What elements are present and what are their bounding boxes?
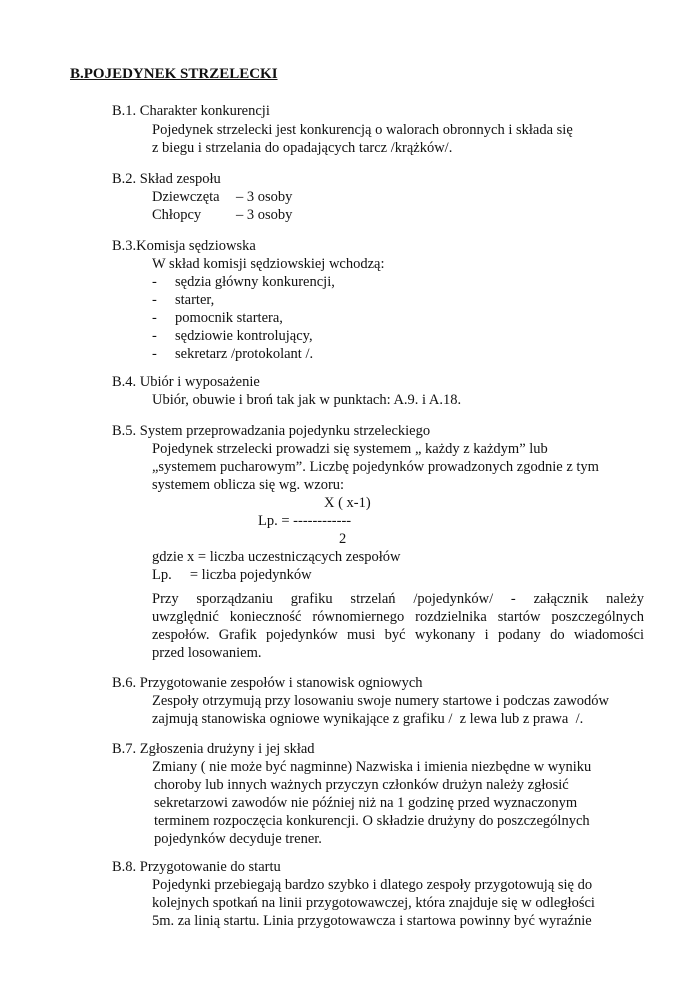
section-b5-paragraph-line: Przy sporządzaniu grafiku strzelań /pojedynków/ - załącznik należy	[152, 591, 644, 607]
section-b8-line: Pojedynki przebiegają bardzo szybko i dlatego zespoły przygotowują się do	[152, 877, 593, 893]
section-b6-heading: B.6. Przygotowanie zespołów i stanowisk ogniowych	[112, 675, 423, 691]
section-b1-heading: B.1. Charakter konkurencji	[112, 103, 270, 119]
section-b3-heading: B.3.Komisja sędziowska	[112, 238, 256, 254]
list-item: pomocnik startera,	[175, 310, 283, 326]
list-bullet: -	[152, 292, 157, 308]
section-b4-heading: B.4. Ubiór i wyposażenie	[112, 374, 260, 390]
formula-numerator: X ( x-1)	[324, 495, 371, 511]
list-bullet: -	[152, 310, 157, 326]
section-b5-line: Pojedynek strzelecki prowadzi się systemem „ każdy z każdym” lub	[152, 441, 548, 457]
section-b7-line: sekretarzowi zawodów nie później niż na 1 godzinę przed wyznaczonym	[154, 795, 578, 811]
list-item: sędzia główny konkurencji,	[175, 274, 335, 290]
list-item: starter,	[175, 292, 215, 308]
team-row-label: Dziewczęta	[152, 189, 220, 205]
list-item: sekretarz /protokolant /.	[175, 346, 314, 362]
section-b1-line: z biegu i strzelania do opadających tarcz /krążków/.	[152, 140, 453, 156]
section-b8-line: kolejnych spotkań na linii przygotowawczej, która znajduje się w odległości	[152, 895, 595, 911]
section-b7-line: Zmiany ( nie może być nagminne) Nazwiska i imienia niezbędne w wyniku	[152, 759, 592, 775]
section-b8-line: 5m. za linią startu. Linia przygotowawcza i startowa powinny być wyraźnie	[152, 913, 592, 929]
section-b6-line: Zespoły otrzymują przy losowaniu swoje numery startowe i podczas zawodów	[152, 693, 610, 709]
section-b1-line: Pojedynek strzelecki jest konkurencją o walorach obronnych i składa się	[152, 122, 573, 138]
team-row-value: – 3 osoby	[236, 207, 293, 223]
formula-denominator: 2	[339, 531, 347, 547]
section-b5-paragraph-line: przed losowaniem.	[152, 645, 262, 661]
team-row-value: – 3 osoby	[236, 189, 293, 205]
section-b6-line: zajmują stanowiska ogniowe wynikające z grafiku / z lewa lub z prawa /.	[152, 711, 584, 727]
section-b7-line: choroby lub innych ważnych przyczyn członków drużyn należy zgłosić	[154, 777, 569, 793]
section-b7-line: terminem rozpoczęcia konkurencji. O składzie drużyny do poszczególnych	[154, 813, 590, 829]
section-b2-heading: B.2. Skład zespołu	[112, 171, 221, 187]
section-b3-intro: W skład komisji sędziowskiej wchodzą:	[152, 256, 385, 272]
formula-lhs: Lp. = ------------	[258, 513, 352, 529]
section-b5-line: systemem oblicza się wg. wzoru:	[152, 477, 345, 493]
document-title: B.POJEDYNEK STRZELECKI	[70, 66, 278, 82]
section-b5-line: „systemem pucharowym”. Liczbę pojedynków prowadzonych zgodnie z tym	[152, 459, 599, 475]
list-bullet: -	[152, 274, 157, 290]
section-b8-heading: B.8. Przygotowanie do startu	[112, 859, 281, 875]
section-b5-paragraph-line: uwzględnić konieczność równomiernego rozdzielnika startów poszczególnych	[152, 609, 644, 625]
team-row-label: Chłopcy	[152, 207, 202, 223]
section-b4-line: Ubiór, obuwie i broń tak jak w punktach: A.9. i A.18.	[152, 392, 462, 408]
list-item: sędziowie kontrolujący,	[175, 328, 313, 344]
list-bullet: -	[152, 346, 157, 362]
section-b5-heading: B.5. System przeprowadzania pojedynku strzeleckiego	[112, 423, 431, 439]
section-b5-paragraph-line: zespołów. Grafik pojedynków musi być wykonany i podany do wiadomości	[152, 627, 644, 643]
formula-legend: gdzie x = liczba uczestniczących zespołów	[152, 549, 401, 565]
formula-legend: Lp. = liczba pojedynków	[152, 567, 312, 583]
section-b7-line: pojedynków decyduje trener.	[154, 831, 322, 847]
list-bullet: -	[152, 328, 157, 344]
section-b7-heading: B.7. Zgłoszenia drużyny i jej skład	[112, 741, 315, 757]
